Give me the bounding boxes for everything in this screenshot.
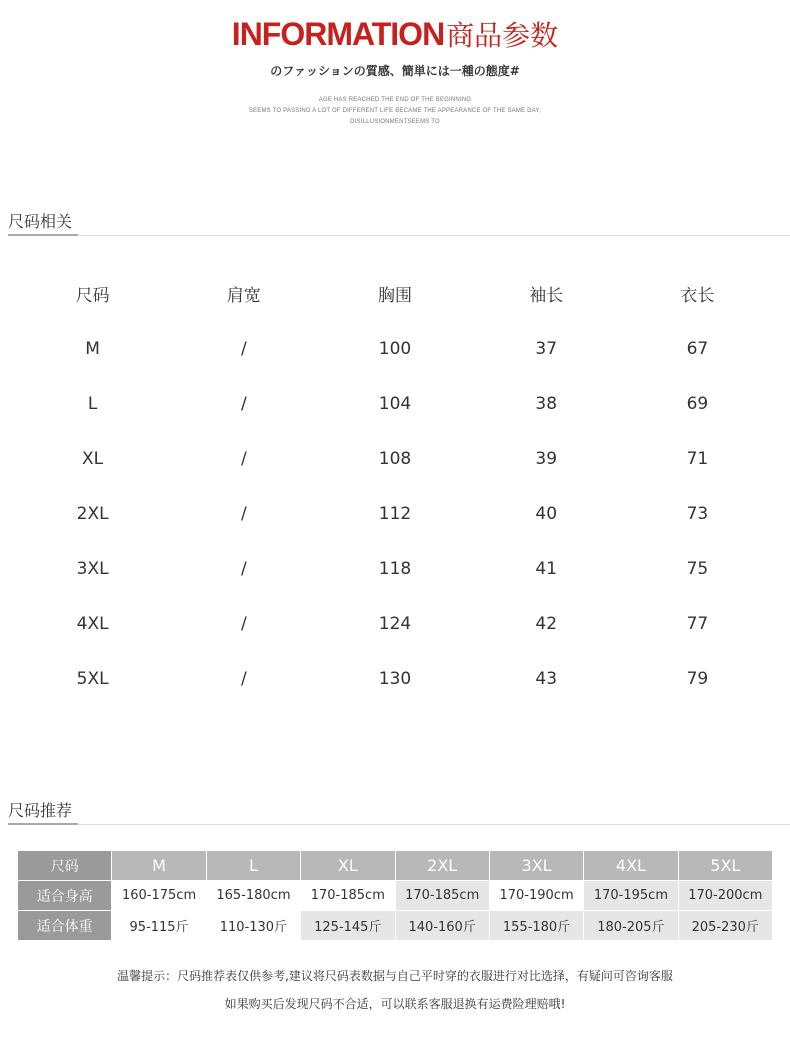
cell-shoulder: / [240, 668, 247, 689]
rec-height-cell: 160-175cm [112, 881, 205, 910]
cell-size: 4XL [76, 613, 109, 634]
rec-weight-cell: 140-160斤 [396, 911, 489, 940]
rec-header-3xl: 3XL [490, 851, 583, 880]
col-header-shoulder: 肩宽 [226, 286, 261, 306]
cell-sleeve: 39 [535, 448, 558, 469]
cell-chest: 108 [378, 448, 412, 469]
rec-height-cell: 170-200cm [679, 881, 772, 910]
rec-height-cell: 165-180cm [207, 881, 300, 910]
recommend-section-underline [8, 823, 78, 825]
rec-weight-cell: 125-145斤 [301, 911, 394, 940]
cell-sleeve: 40 [535, 503, 558, 524]
cell-shoulder: / [240, 503, 247, 524]
table-row [17, 541, 773, 596]
cell-size: XL [82, 448, 104, 469]
rec-height-cell: 170-185cm [396, 881, 489, 910]
size-section-divider [8, 235, 790, 236]
rec-height-label: 适合身高 [18, 881, 111, 910]
title-english: INFORMATION [231, 16, 445, 52]
cell-length: 79 [686, 668, 709, 689]
cell-size: 3XL [76, 558, 109, 579]
size-section-heading: 尺码相关 [8, 212, 73, 231]
rec-weight-cell: 155-180斤 [490, 911, 583, 940]
col-header-chest: 胸围 [378, 286, 412, 306]
rec-height-cell: 170-185cm [301, 881, 394, 910]
rec-header-2xl: 2XL [396, 851, 489, 880]
table-row [17, 651, 773, 706]
cell-length: 67 [686, 338, 709, 359]
col-header-size: 尺码 [75, 286, 110, 306]
notes [0, 962, 790, 1018]
cell-sleeve: 41 [535, 558, 558, 579]
cell-shoulder: / [240, 558, 247, 579]
cell-sleeve: 38 [535, 393, 558, 414]
tagline-line-2: SEEMS TO PASSING A LOT OF DIFFERENT LIFE BECAME THE APPEARANCE OF THE SAME DAY; [248, 108, 542, 114]
recommend-section-divider [8, 824, 790, 825]
rec-weight-cell: 180-205斤 [584, 911, 677, 940]
cell-chest: 112 [378, 503, 412, 524]
note-line-2: 如果购买后发现尺码不合适，可以联系客服退换有运费险理赔哦! [224, 997, 566, 1011]
table-row [17, 431, 773, 486]
cell-shoulder: / [240, 613, 247, 634]
note-line-1: 温馨提示：尺码推荐表仅供参考,建议将尺码表数据与自己平时穿的衣服进行对比选择，有疑问可咨询客服 [117, 969, 673, 983]
cell-length: 73 [686, 503, 709, 524]
recommend-table [18, 851, 772, 941]
size-section-underline [8, 234, 78, 236]
size-table-header [17, 266, 773, 321]
cell-size: M [85, 338, 100, 359]
cell-chest: 100 [378, 338, 412, 359]
rec-header-4xl: 4XL [584, 851, 677, 880]
table-row [17, 321, 773, 376]
rec-weight-cell: 110-130斤 [207, 911, 300, 940]
cell-size: L [87, 393, 98, 414]
rec-header-5xl: 5XL [679, 851, 772, 880]
rec-height-cell: 170-190cm [490, 881, 583, 910]
cell-length: 69 [686, 393, 709, 414]
recommend-height-row [18, 881, 772, 910]
cell-shoulder: / [240, 393, 247, 414]
size-table [17, 266, 773, 706]
rec-height-cell: 170-195cm [584, 881, 677, 910]
cell-length: 71 [686, 448, 709, 469]
title-chinese: 商品参数 [446, 19, 559, 52]
rec-weight-cell: 95-115斤 [112, 911, 205, 940]
tagline-line-3: DISILLUSIONMENTSEEMS TO [350, 119, 440, 125]
cell-shoulder: / [240, 338, 247, 359]
cell-sleeve: 37 [535, 338, 558, 359]
rec-header-xl: XL [301, 851, 394, 880]
col-header-length: 衣长 [680, 286, 715, 306]
subtitle: のファッションの質感、簡単には一種の態度# [270, 64, 520, 78]
rec-weight-cell: 205-230斤 [679, 911, 772, 940]
cell-shoulder: / [240, 448, 247, 469]
rec-header-size: 尺码 [18, 851, 111, 880]
table-row [17, 376, 773, 431]
cell-chest: 104 [378, 393, 412, 414]
cell-sleeve: 42 [535, 613, 558, 634]
cell-chest: 130 [378, 668, 412, 689]
title-row [0, 14, 790, 54]
tagline-line-1: AGE HAS REACHED THE END OF THE BEGINNING [318, 97, 472, 103]
page-header [0, 14, 790, 128]
rec-header-m: M [112, 851, 205, 880]
table-row [17, 486, 773, 541]
rec-weight-label: 适合体重 [18, 911, 111, 940]
col-header-sleeve: 袖长 [529, 286, 564, 306]
cell-length: 75 [686, 558, 709, 579]
rec-header-l: L [207, 851, 300, 880]
cell-size: 2XL [76, 503, 109, 524]
recommend-section-heading: 尺码推荐 [8, 801, 73, 820]
table-row [17, 596, 773, 651]
recommend-weight-row [18, 911, 772, 940]
cell-length: 77 [686, 613, 709, 634]
cell-sleeve: 43 [535, 668, 558, 689]
cell-chest: 118 [378, 558, 412, 579]
cell-size: 5XL [76, 668, 109, 689]
recommend-header-row [18, 851, 772, 880]
cell-chest: 124 [378, 613, 412, 634]
